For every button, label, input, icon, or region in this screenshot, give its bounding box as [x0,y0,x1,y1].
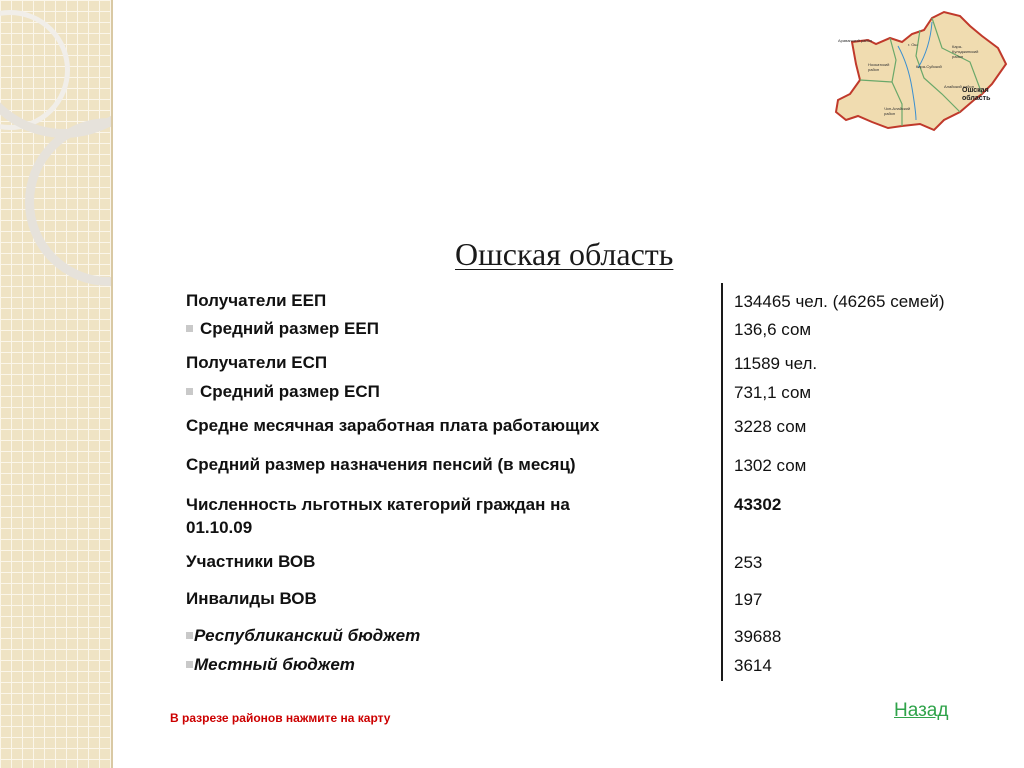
decorative-ring [0,0,113,138]
svg-text:Ноокатский: Ноокатский [868,62,890,67]
row-label-text: Средний размер ЕЕП [200,319,379,338]
column-divider [721,283,723,681]
row-label-text: Республиканский бюджет [194,626,421,645]
row-label: Средний размер назначения пенсий (в месяц) [186,455,576,474]
back-link[interactable]: Назад [894,700,949,721]
row-value: 3614 [734,656,772,675]
row-label-text: Местный бюджет [194,655,355,674]
svg-text:Кульджинский: Кульджинский [952,49,979,54]
row-label: Получатели ЕСП [186,353,328,372]
row-value: 11589 чел. [734,354,818,373]
row-label: Средне месячная заработная плата работающих [186,416,600,435]
bullet-icon [186,632,193,639]
row-value: 731,1 сом [734,383,812,402]
decorative-ring [25,118,113,286]
page-title: Ошская область [455,236,674,272]
row-label: Получатели ЕЕП [186,291,327,310]
svg-text:район: район [868,67,880,72]
row-label [186,381,380,402]
row-label: Численность льготных категорий граждан на [186,495,570,514]
row-label-text: Средний размер ЕСП [200,382,380,401]
svg-text:район: район [952,54,964,59]
svg-text:Алайский район: Алайский район [944,84,974,89]
row-value: 39688 [734,627,782,646]
bullet-icon [186,388,193,395]
row-value: 253 [734,553,763,572]
row-label: Инвалиды ВОВ [186,589,317,608]
region-map[interactable] [832,8,1014,136]
svg-text:Араванский район: Араванский район [838,38,873,43]
row-label [186,625,420,646]
row-value: 3228 сом [734,417,807,436]
svg-text:область: область [962,95,991,102]
row-value: 136,6 сом [734,320,812,339]
svg-text:Ошская: Ошская [962,87,989,94]
svg-text:Чон-Алайский: Чон-Алайский [884,106,911,111]
bullet-icon [186,325,193,332]
row-label-continued: 01.10.09 [186,518,253,537]
row-label [186,654,355,675]
row-label: Участники ВОВ [186,552,316,571]
row-value: 43302 [734,495,782,514]
svg-text:Кара-Суйский: Кара-Суйский [916,64,942,69]
decorative-side-panel [0,0,113,768]
bullet-icon [186,661,193,668]
row-value: 197 [734,590,763,609]
svg-text:район: район [884,111,896,116]
map-hint: В разрезе районов нажмите на карту [170,711,391,725]
svg-text:Кара-: Кара- [952,44,963,49]
svg-text:г. Ош: г. Ош [908,42,918,47]
row-value: 134465 чел. (46265 семей) [734,292,945,311]
row-label [186,318,379,339]
row-value: 1302 сом [734,456,807,475]
